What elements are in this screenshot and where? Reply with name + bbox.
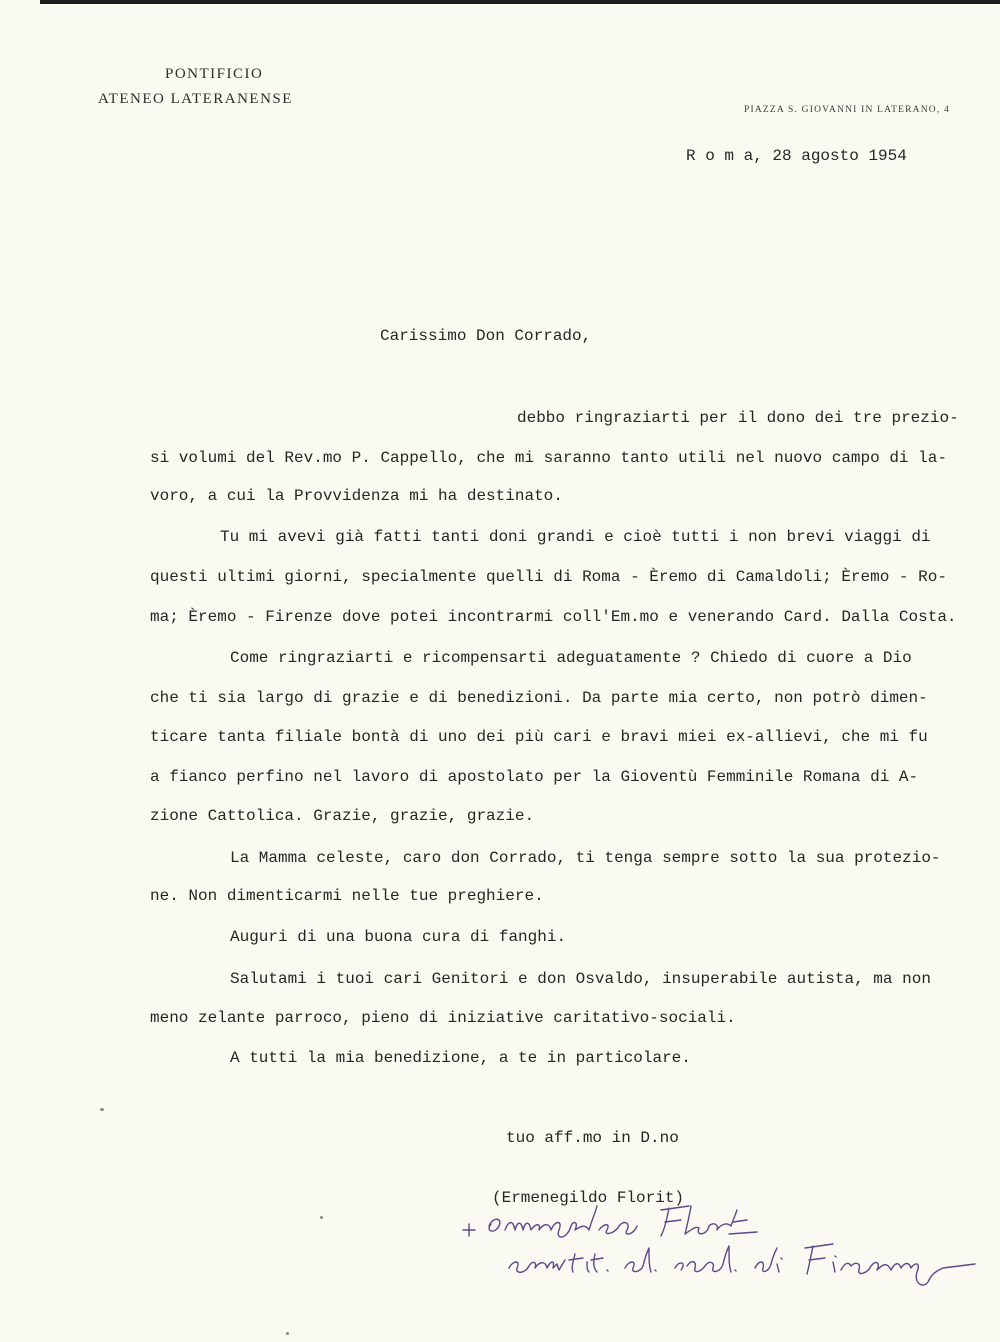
- body-line: Come ringraziarti e ricompensarti adeguatamente ? Chiedo di cuore a Dio: [230, 649, 912, 667]
- scan-edge: [40, 0, 1000, 4]
- body-line: ne. Non dimenticarmi nelle tue preghiere.: [150, 887, 544, 905]
- letterhead-line-1: PONTIFICIO: [165, 66, 264, 82]
- body-line: ticare tanta filiale bontà di uno dei più cari e bravi miei ex-allievi, che mi fu: [150, 728, 928, 746]
- salutation: Carissimo Don Corrado,: [380, 327, 592, 345]
- paper-speck: [286, 1332, 289, 1335]
- body-line: questi ultimi giorni, specialmente quelli di Roma - Èremo di Camaldoli; Èremo - Ro-: [150, 568, 947, 586]
- typed-signature: (Ermenegildo Florit): [492, 1189, 685, 1207]
- body-line: voro, a cui la Provvidenza mi ha destinato.: [150, 487, 563, 505]
- body-line: che ti sia largo di grazie e di benedizioni. Da parte mia certo, non potrò dimen-: [150, 689, 928, 707]
- body-line: La Mamma celeste, caro don Corrado, ti tenga sempre sotto la sua protezio-: [230, 849, 941, 867]
- body-line: Tu mi avevi già fatti tanti doni grandi e cioè tutti i non brevi viaggi di: [220, 528, 931, 546]
- body-line: si volumi del Rev.mo P. Cappello, che mi saranno tanto utili nel nuovo campo di la-: [150, 449, 947, 467]
- closing: tuo aff.mo in D.no: [506, 1129, 679, 1147]
- letterhead-line-2: ATENEO LATERANENSE: [98, 91, 293, 107]
- body-line: A tutti la mia benedizione, a te in particolare.: [230, 1049, 691, 1067]
- letterhead-address: PIAZZA S. GIOVANNI IN LATERANO, 4: [744, 105, 950, 115]
- paper-speck: [100, 1108, 104, 1111]
- body-line: debbo ringraziarti per il dono dei tre prezio-: [517, 409, 959, 427]
- letter-date: R o m a, 28 agosto 1954: [686, 147, 907, 165]
- body-line: meno zelante parroco, pieno di iniziative caritativo-sociali.: [150, 1009, 736, 1027]
- body-line: ma; Èremo - Firenze dove potei incontrarmi coll'Em.mo e venerando Card. Dalla Costa.: [150, 608, 957, 626]
- body-line: a fianco perfino nel lavoro di apostolato per la Gioventù Femminile Romana di A-: [150, 768, 919, 786]
- body-line: Auguri di una buona cura di fanghi.: [230, 928, 567, 946]
- paper-speck: [320, 1216, 323, 1219]
- handwritten-signature: [455, 1196, 1000, 1296]
- body-line: zione Cattolica. Grazie, grazie, grazie.: [150, 807, 535, 825]
- body-line: Salutami i tuoi cari Genitori e don Osvaldo, insuperabile autista, ma non: [230, 970, 931, 988]
